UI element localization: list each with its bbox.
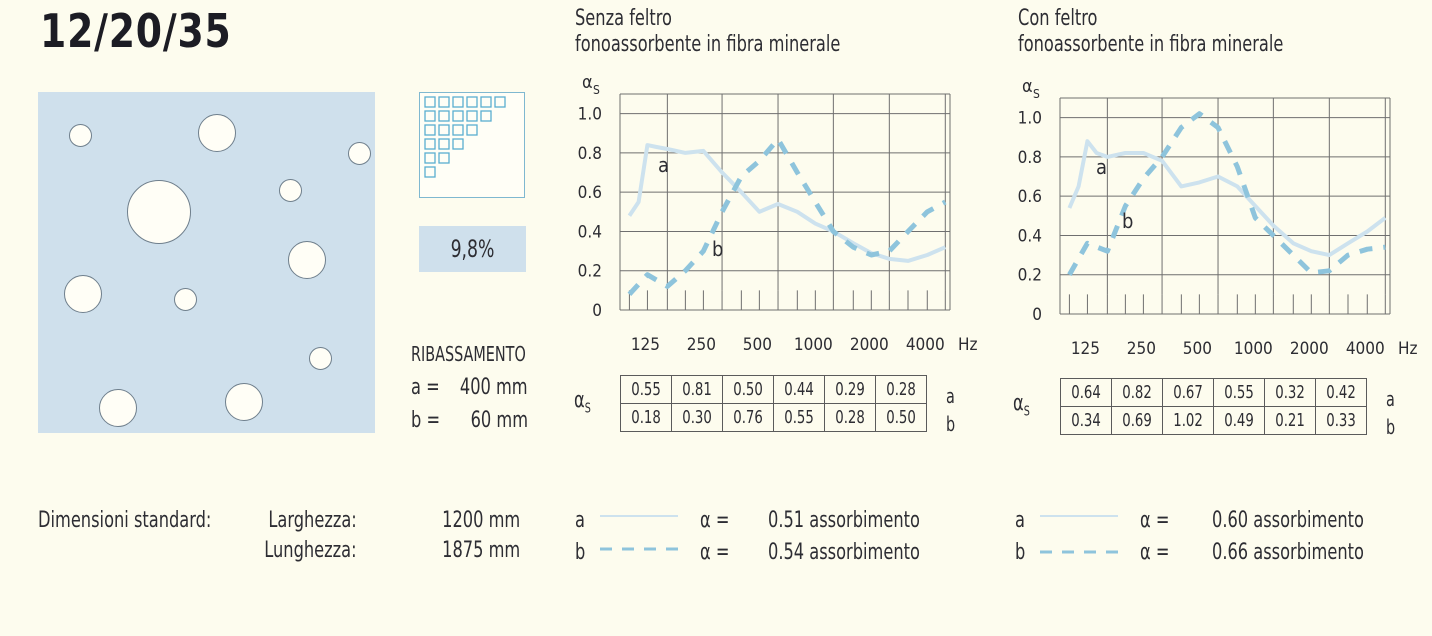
legend-2-a-value: 0.60 assorbimento	[1212, 508, 1364, 533]
chart-2-table	[1060, 378, 1367, 435]
x-tick-label: 1000	[1233, 339, 1273, 359]
pattern-square	[481, 111, 491, 121]
x-tick-label: 2000	[1289, 339, 1329, 359]
x-tick-label: 125	[1070, 339, 1101, 359]
panel-hole	[288, 241, 326, 279]
chart-1-title: Senza feltro	[575, 6, 672, 31]
table-cell: 1.02	[1163, 407, 1214, 435]
legend-2-a-name: a	[1015, 508, 1025, 533]
pattern-square	[495, 97, 505, 107]
suspension-a-value: 400 mm	[460, 375, 528, 400]
table-cell: 0.67	[1163, 379, 1214, 407]
legend-1-b-name: b	[575, 540, 586, 565]
pattern-square	[425, 111, 435, 121]
legend-1-b-value: 0.54 assorbimento	[768, 540, 920, 565]
legend-2-a-alpha: α =	[1140, 508, 1170, 533]
y-tick-label: 1.0	[577, 104, 602, 125]
x-tick-label: 2000	[849, 335, 889, 355]
pattern-square	[453, 111, 463, 121]
x-tick-label: 250	[1126, 339, 1156, 359]
suspension-b-value: 60 mm	[470, 408, 528, 433]
chart-1-table-row-a-label: a	[946, 384, 955, 408]
table-row-a	[1061, 379, 1367, 407]
table-cell: 0.81	[672, 376, 723, 404]
x-tick-label: 4000	[1345, 339, 1385, 359]
y-tick-label: 0.6	[577, 183, 602, 204]
pattern-square	[425, 167, 435, 177]
chart-2-table-row-b-label: b	[1386, 415, 1396, 439]
length-value: 1875 mm	[441, 538, 520, 563]
x-tick-label: 125	[630, 335, 661, 355]
hole-pattern-icon	[419, 92, 525, 198]
width-value: 1200 mm	[441, 508, 520, 533]
panel-hole	[198, 114, 236, 152]
y-tick-label: 0.4	[577, 222, 602, 243]
pattern-square	[439, 97, 449, 107]
table-cell: 0.34	[1061, 407, 1112, 435]
table-cell: 0.44	[774, 376, 825, 404]
panel-hole	[127, 180, 191, 244]
pattern-square	[439, 125, 449, 135]
width-label: Larghezza:	[268, 508, 357, 533]
table-cell: 0.42	[1316, 379, 1367, 407]
pattern-square	[453, 97, 463, 107]
chart-2-subtitle: fonoassorbente in fibra minerale	[1018, 32, 1284, 57]
y-axis-label-sub: S	[593, 83, 600, 97]
y-tick-label: 0.2	[1017, 265, 1042, 286]
y-tick-label: 0.4	[1017, 226, 1042, 247]
x-tick-label: 500	[742, 335, 772, 355]
legend-1-a-value: 0.51 assorbimento	[768, 508, 920, 533]
pattern-square	[453, 125, 463, 135]
table-cell: 0.18	[621, 404, 672, 432]
panel-hole	[348, 142, 371, 165]
table-cell: 0.21	[1265, 407, 1316, 435]
panel-hole	[64, 275, 102, 313]
pattern-square	[439, 111, 449, 121]
table-row-b	[621, 404, 927, 432]
y-axis-label: α	[582, 72, 593, 93]
pattern-square	[467, 97, 477, 107]
table-row-a	[621, 376, 927, 404]
length-label: Lunghezza:	[264, 538, 357, 563]
legend-1-a-alpha: α =	[700, 508, 730, 533]
y-axis-label: α	[1022, 76, 1033, 97]
table-cell: 0.32	[1265, 379, 1316, 407]
legend-2-b-line	[1038, 548, 1120, 556]
chart-1-plot	[560, 66, 980, 366]
pattern-square	[467, 111, 477, 121]
y-tick-label: 0	[1032, 305, 1042, 325]
series-a-label: a	[658, 153, 670, 177]
series-a-label: a	[1096, 155, 1108, 179]
table-cell: 0.69	[1112, 407, 1163, 435]
table-cell: 0.33	[1316, 407, 1367, 435]
table-cell: 0.76	[723, 404, 774, 432]
table-cell: 0.82	[1112, 379, 1163, 407]
panel-hole	[174, 288, 197, 311]
table-cell: 0.30	[672, 404, 723, 432]
table-cell: 0.29	[825, 376, 876, 404]
table-cell: 0.50	[876, 404, 927, 432]
chart-1-table-symbol: $\alpha_S$	[574, 388, 591, 417]
table-cell: 0.64	[1061, 379, 1112, 407]
x-tick-label: 4000	[905, 335, 945, 355]
pattern-square	[481, 97, 491, 107]
series-b-label: b	[712, 237, 724, 261]
legend-2-b-value: 0.66 assorbimento	[1212, 540, 1364, 565]
perforated-panel-illustration	[38, 92, 375, 433]
pattern-square	[425, 97, 435, 107]
chart-2-table-symbol: $\alpha_S$	[1013, 391, 1030, 420]
legend-2-b-alpha: α =	[1140, 540, 1170, 565]
legend-2-b-name: b	[1015, 540, 1026, 565]
y-axis-label-sub: S	[1033, 87, 1040, 101]
table-cell: 0.49	[1214, 407, 1265, 435]
x-axis-unit: Hz	[1398, 339, 1418, 359]
x-axis-unit: Hz	[958, 335, 978, 355]
table-cell: 0.28	[825, 404, 876, 432]
chart-1-subtitle: fonoassorbente in fibra minerale	[575, 32, 841, 57]
pattern-square	[425, 125, 435, 135]
series-b-label: b	[1122, 209, 1134, 233]
panel-hole	[99, 389, 137, 427]
legend-1-a-name: a	[575, 508, 585, 533]
table-row-b	[1061, 407, 1367, 435]
table-cell: 0.55	[1214, 379, 1265, 407]
panel-hole	[225, 383, 263, 421]
perforation-value: 9,8%	[450, 235, 495, 263]
legend-1-a-line	[598, 512, 680, 520]
pattern-square	[425, 139, 435, 149]
table-cell: 0.55	[621, 376, 672, 404]
y-tick-label: 0.2	[577, 261, 602, 282]
legend-1-b-line	[598, 545, 680, 553]
panel-hole	[309, 347, 332, 370]
legend-1-b-alpha: α =	[700, 540, 730, 565]
x-tick-label: 1000	[793, 335, 833, 355]
legend-2-a-line	[1038, 512, 1120, 520]
pattern-square	[439, 139, 449, 149]
perforation-percentage	[419, 226, 526, 272]
y-tick-label: 0.6	[1017, 187, 1042, 208]
chart-1-table	[620, 375, 927, 432]
pattern-square	[425, 153, 435, 163]
pattern-square	[467, 125, 477, 135]
x-tick-label: 250	[686, 335, 716, 355]
dimensions-label: Dimensioni standard:	[38, 508, 212, 533]
table-cell: 0.28	[876, 376, 927, 404]
pattern-square	[453, 139, 463, 149]
y-tick-label: 0.8	[1017, 147, 1042, 168]
series-a-line	[1069, 141, 1385, 255]
suspension-label: RIBASSAMENTO	[411, 342, 526, 366]
chart-2-table-row-a-label: a	[1386, 387, 1395, 411]
table-cell: 0.50	[723, 376, 774, 404]
pattern-square	[439, 153, 449, 163]
panel-hole	[69, 124, 92, 147]
chart-1-table-row-b-label: b	[946, 412, 956, 436]
panel-hole	[279, 179, 302, 202]
y-tick-label: 0.8	[577, 143, 602, 164]
x-tick-label: 500	[1182, 339, 1212, 359]
table-cell: 0.55	[774, 404, 825, 432]
chart-2-title: Con feltro	[1018, 6, 1098, 31]
suspension-a-label: a =	[411, 375, 440, 400]
y-tick-label: 1.0	[1017, 108, 1042, 129]
suspension-b-label: b =	[411, 408, 441, 433]
product-code: 12/20/35	[40, 4, 232, 58]
y-tick-label: 0	[592, 301, 602, 321]
chart-2-plot	[1000, 70, 1420, 370]
